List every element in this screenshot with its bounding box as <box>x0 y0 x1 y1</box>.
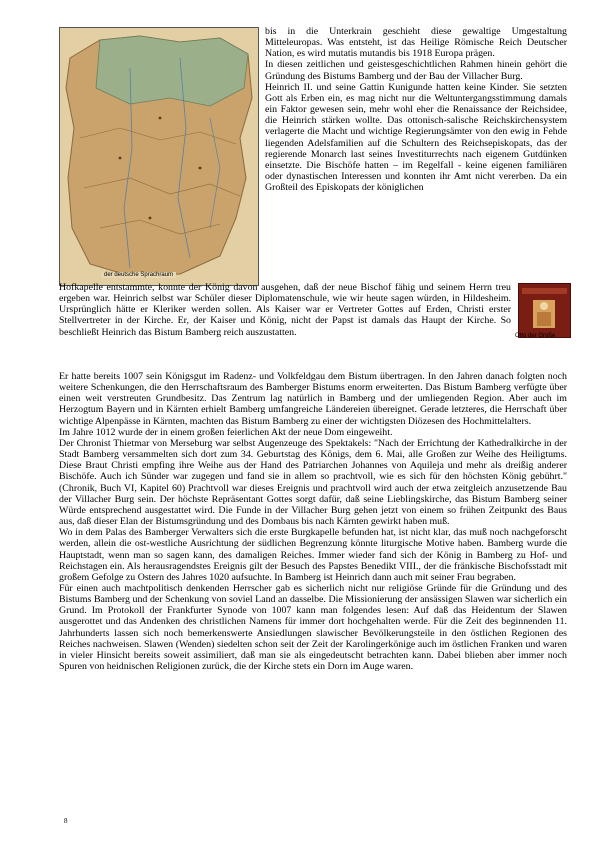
paragraph: Der Chronist Thietmar von Merseburg war selbst Augenzeuge des Spektakels: "Nach der Errichtung der Kathedralkirche in der Stadt Bamberg versammelten sich dort zum 34. Geburtstag des Königs, dem 6. Mai, alle Großen zur Weihe des Heiligtums. Diese Braut Christi empfing ihre Weihe aus der Hand des Patriarchen Johannes von Aquileja und mehr als dreißig anderer Bischöfe. Auch ich Sünder war zugegen und fand sie in allem so prachtvoll, wie es sich für den höchsten König gebührt." (Chronik, Buch VI, Kapitel 60) Prachtvoll war dieses Ereignis und prachtvoll wird auch der etwa zeitgleich anzusetzende Bau der Villacher Burg sein. Der höchste Repräsentant Gottes sorgt dafür, daß seine Lieblingskirche, das Bistum Bamberg seiner Würde entsprechend ausgestattet wird. Die Funde in der Villacher Burg gehen jetzt von einem so frühen Zeitpunkt des Baus aus, daß dieser Elan der Bistumsgründung und des Dombaus bis nach Kärnten gewirkt haben muß. <box>59 437 567 528</box>
body-text <box>59 371 567 672</box>
book-caption: Otto der Große <box>515 333 556 339</box>
book-cover-illustration <box>519 284 570 337</box>
map-illustration <box>60 28 258 285</box>
paragraph: Im Jahre 1012 wurde der in einem großen feierlichen Akt der neue Dom eingeweiht. <box>59 426 393 438</box>
paragraph: Heinrich II. und seine Gattin Kunigunde hatten keine Kinder. Sie setzten Gott als Erben ein, es mag nicht nur die Weltuntergangsstimmung damals ein Faktor gewesen sein, mehr wohl eher die Renaissance der Reichsidee, die Heinrich stärken wollte. Das ottonisch-salische Reichskirchensystem verlagerte die Macht und wichtige Regierungsämter von den ewig in Fehde liegenden Adelsfamilien auf die Schultern des Reichsepiskopats, das der regierende Monarch last seines Investiturrechts nach eigenem Gutdünken einsetzte. Die Bischöfe hatten – im Regelfall - keine eigenen familiären oder dynastischen Interessen und konnten ihr Amt nicht vererben. Da ein Großteil des Episkopats der königlichen <box>265 81 567 194</box>
paragraph: Er hatte bereits 1007 sein Königsgut im Radenz- und Volkfeldgau dem Bistum übertragen. In den Jahren danach folgten noch weitere Schenkungen, die den Herrschaftsraum des Bamberger Bistums enorm erweiterten. Das Bistum Bamberg verfügte über einen weit verstreuten Grundbesitz. Das Zentrum lag natürlich in Bamberg und der umliegenden Region. Aber auch im Herzogtum Bayern und in Kärnten erhielt Bamberg umfangreiche Ländereien übereignet. Gerade letzteres, die Herrschaft über wichtige Alpenpässe in Kärnten, machten das Bistum Bamberg zu einer der wichtigsten Diözesen des Hochmittelalters. <box>59 371 567 427</box>
map-caption: der deutsche Sprachraum <box>101 272 176 278</box>
paragraph: Für einen auch machtpolitisch denkenden Herrscher gab es sicherlich nicht nur religiöse Gründe für die Gründung und des Bistums Bamberg und der Schenkung von soviel Land an dasselbe. Die Missionierung der ansässigen Slawen war sicherlich ein Grund. Im Protokoll der Frankfurter Synode von 1007 kann man folgendes lesen: Auf daß das Heidentum der Slawen ausgerottet und das Andenken des christlichen Namens für immer dort hochgehalten werde. Für die Zeit des beginnenden 11. Jahrhunderts lassen sich noch bemerkenswerte Ansiedlungen slawischer Bevölkerungsteile in den östlichen Regionen des Reiches nachweisen. Slawen (Wenden) siedelten schon seit der Zeit der Karolingerkönige auch im östlichen Franken und waren in vieler Hinsicht bereits soweit assimiliert, daß man sie als eingedeutscht betrachten kann. Dabei blieben aber immer noch Spuren von heidnischen Religionen zurück, die der Kirche stets ein Dorn im Auge waren. <box>59 582 567 673</box>
paragraph: Wo in dem Palas des Bamberger Verwalters sich die erste Burgkapelle befunden hat, ist nicht klar, das muß noch nachgeforscht werden, allein die ost-westliche Ausrichtung der südlichen Begrenzung könnte liturgische Motive haben. Bamberg wurde die Hauptstadt, wenn man so sagen kann, des damaligen Reiches. Immer wieder fand sich der König in Bamberg zu Hof- und Reichstagen ein. Als herausragendstes Ereignis gilt der Besuch des Papstes Benedikt VIII., der die fränkische Bischofsstadt mit großem Gefolge zu Ostern des Jahres 1020 aufsuchte. In Bamberg ist Heinrich dann auch mit seiner Frau begraben. <box>59 527 567 583</box>
paragraph: Hofkapelle entstammte, konnte der König davon ausgehen, daß der neue Bischof fähig und seinem Herrn treu ergeben war. Heinrich selbst war Schüler dieser Diplomatenschule, wie wir heute sagen würden, in Hildesheim. Ursprünglich hätte er Kleriker werden sollen. Als Kaiser war er Vertreter Gottes auf Erden, Christi erster Stellvertreter in der Kirche. Er, der Kaiser und König, nicht der Papst ist damals das Haupt der Kirche. So beschließt Heinrich das Bistum Bamberg reich auszustatten. <box>59 282 511 338</box>
map-figure <box>59 27 259 286</box>
narrow-text <box>59 282 511 338</box>
paragraph: In diesen zeitlichen und geistesgeschichtlichen Rahmen hinein gehört die Gründung des Bistums Bamberg und der Bau der Villacher Burg. <box>265 59 567 82</box>
page-number: 8 <box>64 817 68 825</box>
column-text <box>265 26 567 193</box>
book-cover-image <box>518 283 571 338</box>
paragraph: bis in die Unterkrain geschieht diese gewaltige Umgestaltung Mitteleuropas. Was entsteht, ist das Heilige Römische Reich Deutscher Nation, es wird mutatis mutandis bis 1918 Europa prägen. <box>265 26 567 60</box>
